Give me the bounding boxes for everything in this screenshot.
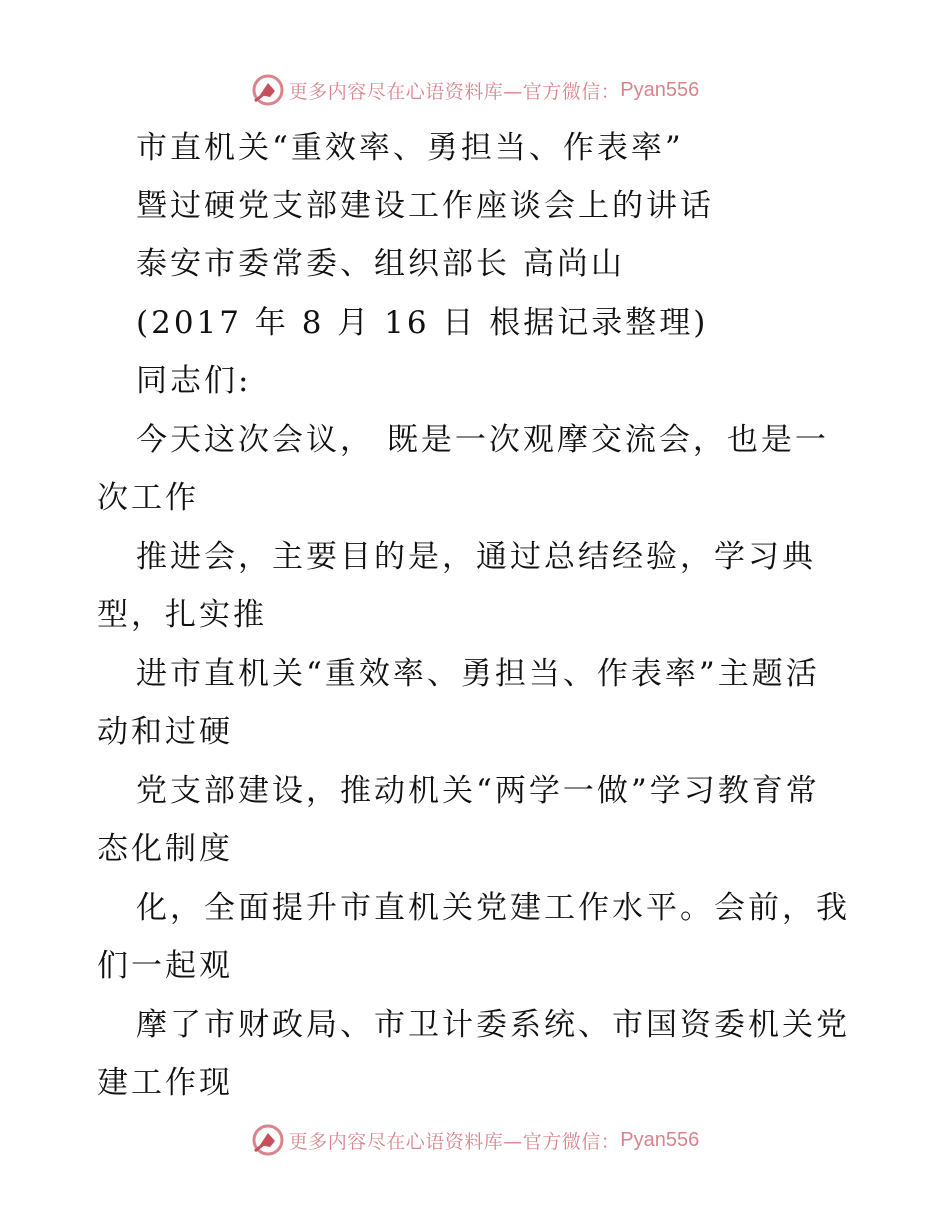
paragraph-line: 进市直机关“重效率、勇担当、作表率”主题活 (136, 656, 820, 692)
watermark-wechat-id: Pyan556 (620, 78, 700, 101)
paragraph-line: 化，全面提升市直机关党建工作水平。会前，我 (136, 890, 850, 926)
date-note: (2017 年 8 月 16 日 根据记录整理) (136, 305, 709, 341)
watermark-header (0, 70, 950, 110)
paragraph-line: 摩了市财政局、市卫计委系统、市国资委机关党 (136, 1007, 850, 1043)
watermark-text: 更多内容尽在心语资料库—官方微信： (288, 1130, 621, 1153)
paragraph-line: 们一起观 (97, 948, 233, 984)
paragraph-line: 党支部建设，推动机关“两学一做”学习教育常 (136, 773, 820, 809)
paragraph-line: 建工作现 (97, 1065, 233, 1101)
watermark-footer (0, 1120, 950, 1160)
watermark-wechat-id: Pyan556 (620, 1128, 700, 1151)
speaker-line: 泰安市委常委、组织部长 高尚山 (136, 246, 625, 282)
paragraph-line: 型，扎实推 (97, 597, 267, 633)
title-line-2: 暨过硬党支部建设工作座谈会上的讲话 (136, 188, 714, 224)
paragraph-line: 今天这次会议， 既是一次观摩交流会，也是一 (136, 422, 829, 458)
paragraph-line: 态化制度 (97, 831, 233, 867)
salutation: 同志们: (136, 363, 252, 399)
logo-icon (251, 73, 285, 107)
paragraph-line: 动和过硬 (97, 714, 233, 750)
paragraph-line: 次工作 (97, 480, 199, 516)
watermark-text: 更多内容尽在心语资料库—官方微信： (288, 80, 621, 103)
paragraph-line: 推进会，主要目的是，通过总结经验，学习典 (136, 539, 816, 575)
title-line-1: 市直机关“重效率、勇担当、作表率” (136, 130, 684, 166)
logo-icon (251, 1123, 285, 1157)
